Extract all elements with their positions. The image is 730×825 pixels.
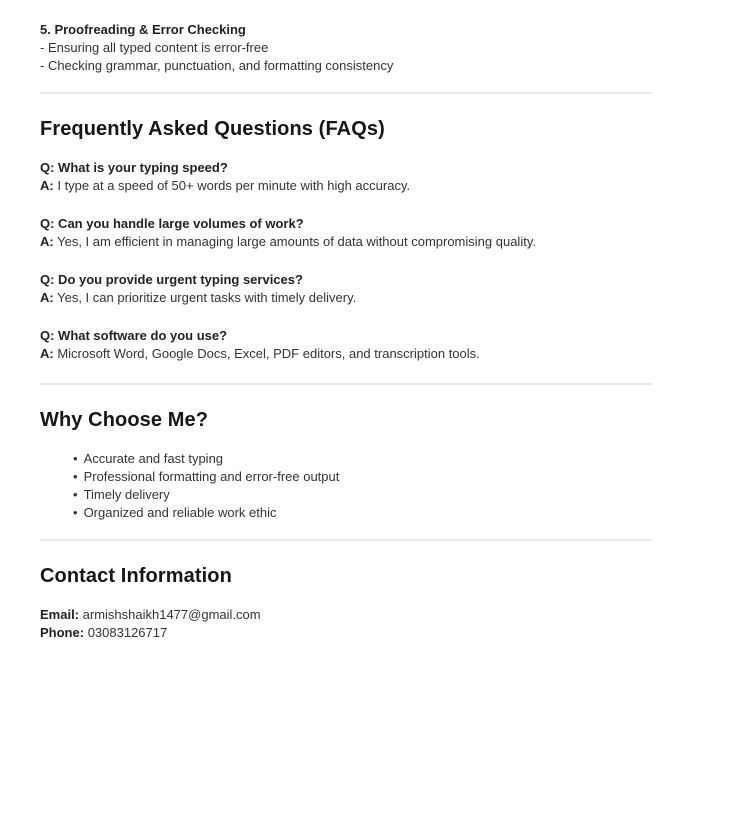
list-item-text: Timely delivery bbox=[83, 487, 170, 502]
service-item-title: 5. Proofreading & Error Checking bbox=[40, 22, 246, 37]
list-item bbox=[73, 450, 652, 468]
bullet-marker: • bbox=[73, 469, 78, 484]
why-choose-me-section bbox=[40, 406, 652, 522]
faq-answer-label: A: bbox=[40, 290, 54, 305]
faq-question: Q: Can you handle large volumes of work? bbox=[40, 216, 304, 231]
why-choose-me-list bbox=[73, 450, 652, 522]
phone-label: Phone: bbox=[40, 625, 85, 640]
faq-answer bbox=[40, 177, 652, 195]
service-point: - Checking grammar, punctuation, and formatting consistency bbox=[40, 58, 394, 73]
faq-answer-text: Microsoft Word, Google Docs, Excel, PDF editors, and transcription tools. bbox=[57, 346, 480, 361]
faq-question: Q: Do you provide urgent typing services? bbox=[40, 272, 303, 287]
contact-phone-line bbox=[40, 624, 652, 642]
faq-answer bbox=[40, 233, 652, 251]
faq-question: Q: What is your typing speed? bbox=[40, 160, 228, 175]
bullet-marker: • bbox=[73, 451, 78, 466]
section-divider bbox=[40, 383, 652, 385]
faq-answer-label: A: bbox=[40, 346, 54, 361]
list-item bbox=[73, 468, 652, 486]
list-item-text: Professional formatting and error-free output bbox=[83, 469, 340, 484]
section-divider bbox=[40, 92, 652, 94]
faq-answer-text: Yes, I can prioritize urgent tasks with timely delivery. bbox=[57, 290, 357, 305]
section-divider bbox=[40, 539, 652, 541]
email-value: armishshaikh1477@gmail.com bbox=[82, 607, 261, 622]
why-choose-me-heading: Why Choose Me? bbox=[40, 409, 209, 431]
faq-item bbox=[40, 327, 652, 363]
contact-details bbox=[40, 606, 652, 642]
bullet-marker: • bbox=[73, 505, 78, 520]
service-section bbox=[40, 21, 652, 75]
faq-item bbox=[40, 215, 652, 251]
list-item-text: Organized and reliable work ethic bbox=[83, 505, 277, 520]
email-label: Email: bbox=[40, 607, 80, 622]
list-item bbox=[73, 486, 652, 504]
contact-section bbox=[40, 562, 652, 642]
faq-item bbox=[40, 159, 652, 195]
bullet-marker: • bbox=[73, 487, 78, 502]
faq-heading: Frequently Asked Questions (FAQs) bbox=[40, 118, 385, 140]
faq-item bbox=[40, 271, 652, 307]
faq-answer-label: A: bbox=[40, 178, 54, 193]
faq-question: Q: What software do you use? bbox=[40, 328, 228, 343]
list-item-text: Accurate and fast typing bbox=[83, 451, 224, 466]
faq-answer bbox=[40, 345, 652, 363]
faq-section bbox=[40, 115, 652, 363]
contact-heading: Contact Information bbox=[40, 565, 232, 587]
faq-answer-text: Yes, I am efficient in managing large amounts of data without compromising quality. bbox=[57, 234, 536, 249]
faq-answer-text: I type at a speed of 50+ words per minute with high accuracy. bbox=[57, 178, 411, 193]
phone-value: 03083126717 bbox=[87, 625, 168, 640]
service-point: - Ensuring all typed content is error-free bbox=[40, 40, 269, 55]
contact-email-line bbox=[40, 606, 652, 624]
faq-answer bbox=[40, 289, 652, 307]
list-item bbox=[73, 504, 652, 522]
faq-answer-label: A: bbox=[40, 234, 54, 249]
